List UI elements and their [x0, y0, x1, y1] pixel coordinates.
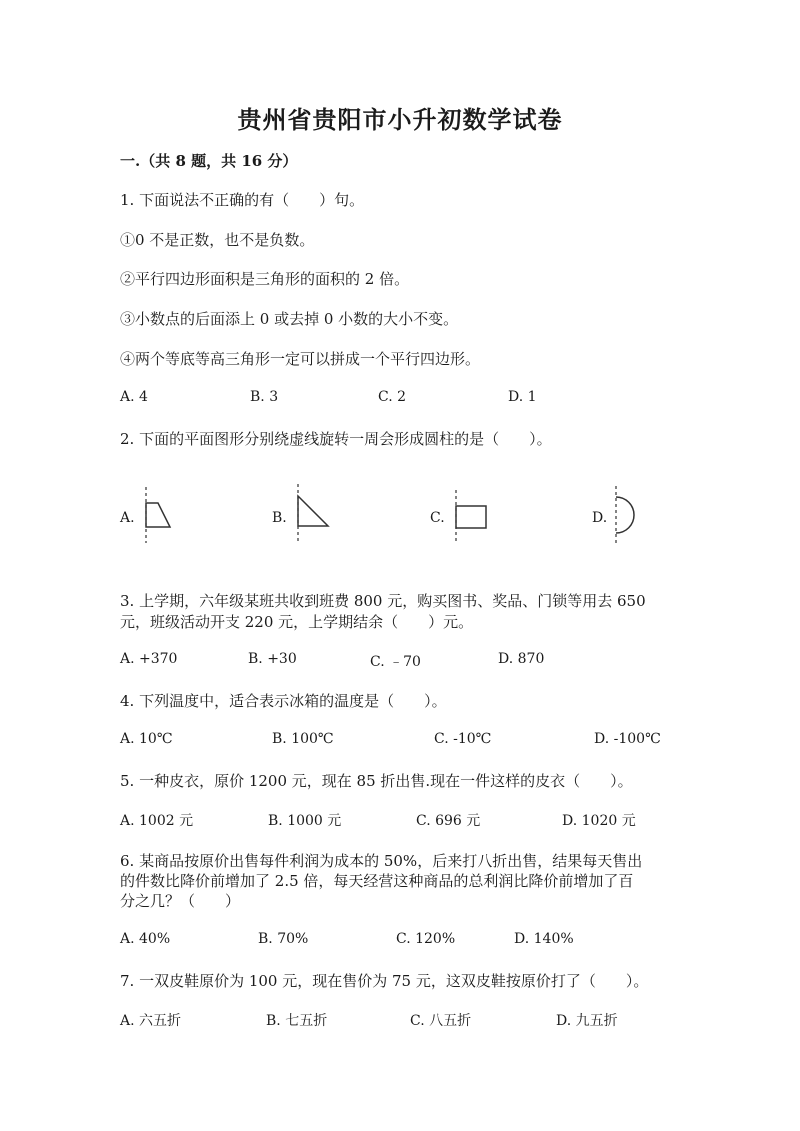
page-title: 贵州省贵阳市小升初数学试卷 [237, 105, 563, 134]
question-3-option-b: B. +30 [248, 651, 297, 667]
question-4-option-a: A. 10℃ [120, 731, 173, 747]
question-1-option-a: A. 4 [120, 389, 148, 405]
question-2-option-d: D. [592, 510, 608, 526]
question-5-option-a: A. 1002 元 [120, 813, 194, 829]
question-1-option-d: D. 1 [508, 389, 537, 405]
question-7-option-d: D. 九五折 [556, 1013, 618, 1029]
question-3-stem-line-2: 元，班级活动开支 220 元，上学期结余（ ）元。 [120, 613, 474, 631]
question-6-stem-line-3: 分之几？（ ） [120, 892, 241, 910]
question-7-option-c: C. 八五折 [410, 1013, 472, 1029]
question-6-stem-line-2: 的件数比降价前增加了 2.5 倍，每天经营这种商品的总利润比降价前增加了百 [120, 872, 634, 890]
question-7-stem: 7. 一双皮鞋原价为 100 元，现在售价为 75 元，这双皮鞋按原价打了（ ）。 [120, 972, 649, 990]
question-5-option-c: C. 696 元 [416, 813, 481, 829]
question-1-statement-2: ②平行四边形面积是三角形的面积的 2 倍。 [120, 270, 410, 288]
question-6-option-a: A. 40% [120, 931, 171, 947]
question-1-option-b: B. 3 [250, 389, 279, 405]
question-1-statement-4: ④两个等底等高三角形一定可以拼成一个平行四边形。 [120, 350, 481, 368]
trapezoid-figure [138, 485, 178, 545]
question-3-option-c: C. ﹣70 [370, 654, 421, 670]
question-2-option-a: A. [120, 510, 135, 526]
question-4-option-d: D. -100℃ [594, 731, 661, 747]
question-7-option-a: A. 六五折 [120, 1013, 182, 1029]
question-6-option-c: C. 120% [396, 931, 456, 947]
semicircle-figure [608, 484, 644, 546]
question-6-stem-line-1: 6. 某商品按原价出售每件利润为成本的 50%，后来打八折出售，结果每天售出 [120, 852, 643, 870]
question-3-stem-line-1: 3. 上学期，六年级某班共收到班费 800 元，购买图书、奖品、门锁等用去 650 [120, 592, 646, 610]
question-2-option-b: B. [272, 510, 287, 526]
question-3-option-a: A. +370 [120, 651, 178, 667]
question-1-statement-1: ①0 不是正数，也不是负数。 [120, 231, 315, 249]
section-heading: 一.（共 8 题，共 16 分） [120, 152, 298, 170]
question-1-stem: 1. 下面说法不正确的有（ ）句。 [120, 191, 365, 209]
question-1-option-c: C. 2 [378, 389, 407, 405]
rectangle-figure [448, 488, 492, 546]
question-1-statement-3: ③小数点的后面添上 0 或去掉 0 小数的大小不变。 [120, 310, 459, 328]
question-6-option-d: D. 140% [514, 931, 574, 947]
question-2-option-c: C. [430, 510, 445, 526]
question-7-option-b: B. 七五折 [266, 1013, 328, 1029]
question-5-option-b: B. 1000 元 [268, 813, 342, 829]
question-5-option-d: D. 1020 元 [562, 813, 636, 829]
question-5-stem: 5. 一种皮衣，原价 1200 元，现在 85 折出售.现在一件这样的皮衣（ ）。 [120, 772, 633, 790]
question-4-stem: 4. 下列温度中，适合表示冰箱的温度是（ ）。 [120, 692, 447, 710]
triangle-figure [290, 482, 334, 546]
question-4-option-c: C. -10℃ [434, 731, 492, 747]
question-6-option-b: B. 70% [258, 931, 309, 947]
question-4-option-b: B. 100℃ [272, 731, 334, 747]
question-3-option-d: D. 870 [498, 651, 545, 667]
question-2-stem: 2. 下面的平面图形分别绕虚线旋转一周会形成圆柱的是（ ）。 [120, 430, 552, 448]
